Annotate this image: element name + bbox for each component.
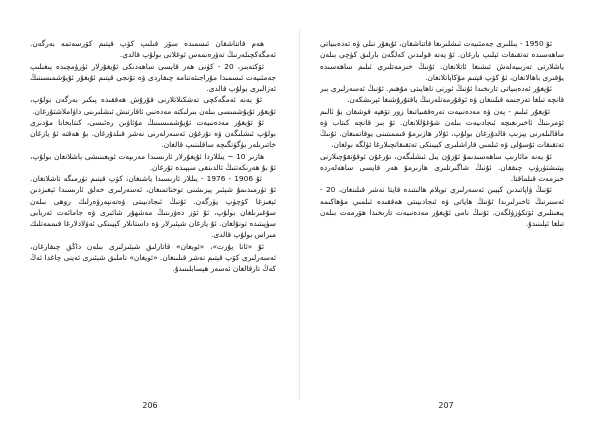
paragraph: ئۇ 1950 - يىللىرى جەمئىيەت ئىشلىرىغا قاتناشقان، ئۇيغۇر تىلى ۋە ئەدەبىياتى ساھەسىدە تەتقىقات ئېلىپ بارغان. ئۇ يەنە قولىدىن كەلگەن بارلىق كۈچى بىلەن ياشلارنى تەربىيەلەش ئىشىغا ئاتلانغان. ئۇنىڭ خىزمەتلىرى ئىلىم ساھەسىدە يۇقىرى باھالانغان، ئۇ كۆپ قېتىم مۇكاپاتلانغان.: [320, 39, 564, 82]
paragraph: ئۇيغۇر ئىلىم - پەن ۋە مەدەنىيەت تەرەققىياتىغا زور تۆھپە قوشقان بۇ ئالىم ئۆمرىنىڭ ئاخىرىغىچە ئىجادىيەت بىلەن شۇغۇللانغان. ئۇ بىر قانچە كىتاب ۋە ماقالىلەرنى يېزىپ قالدۇرغان بولۇپ، ئۇلار ھازىرمۇ قىممىتىنى يوقاتمىغان. ئۇنىڭ تەتقىقات ئۇسۇلى ۋە ئىلمىي قاراشلىرى كېيىنكى تەتقىقاتچىلارغا ئۈلگە بولغان.: [320, 106, 564, 150]
paragraph: ھەم قاتناشقان ئىسمىدە سۆز قىلىپ كۆپ قېتىم كۆرسەتمە بەرگەن. ئەمگەكچىلەرنىڭ تەۋرەنمەس ئوغلانى بولۇپ قالدى.: [30, 39, 276, 60]
right-page-body: [320, 38, 564, 390]
left-page-body: [30, 38, 276, 390]
paragraph: ئۇ 1906 - 1976 - يىللار ئارىسىدا ياشىغان، كۆپ قېتىم تۈرمىگە تاشلانغان. ئۇ تۈرمىدىمۇ شېئىر يېزىشنى توختاتمىغان، ئەسەرلىرى خەلق ئارىسىدا ئېغىزدىن ئېغىزغا كۆچۈپ يۈرگەن. ئۇنىڭ ئىجادىيىتى ۋەتەنپەرۋەرلىك روھى بىلەن سۇغىرىلغان بولۇپ، ئۇ ئۆز دەۋرىنىڭ مەشھۇر شائىرى ۋە جامائەت ئەربابى سۈپىتىدە تونۇلغان. ئۇ يازغان شېئىرلار ۋە داستانلار كېيىنكى ئەۋلادلارغا قىممەتلىك مىراس بولۇپ قالدى.: [30, 174, 276, 240]
right-page: [300, 0, 600, 424]
paragraph: ئۇ ئۇيغۇر مەدەنىيەت ئۇيۇشمىسىنىڭ مۇئاۋىن رەئىسى، كىتابخانا مۇدىرى بولۇپ ئىشلىگەن ۋە نۇرغۇن ئەسەرلەرنى نەشر قىلدۇرغان. بۇ ھەقتە ئۇ يازغان خاتىرىلەر بۈگۈنگىچە ساقلىنىپ قالغان.: [30, 117, 276, 150]
paragraph: ھازىر 10 ~ يىللاردا ئۇيغۇرلار ئارىسىدا مەرىپەت ئويغىنىشى باشلانغان بولۇپ، ئۇ بۇ ھەرىكەتنىڭ ئالدىنقى سېپىدە تۇرغان.: [30, 151, 276, 172]
paragraph: ئۇنىڭ ۋاپاتىدىن كېيىن ئەسەرلىرى توپلام ھالىتىدە قايتا نەشر قىلىنغان، 20 - ئەسىرنىڭ ئاخىرلىرىدا ئۇنىڭ ھاياتى ۋە ئىجادىيىتى ھەققىدە ئىلمىي مۇھاكىمە يىغىنلىرى ئۆتكۈزۈلگەن. ئۇنىڭ نامى ئۇيغۇر مەدەنىيەت تارىخىدا ھۆرمەت بىلەن تىلغا ئېلىنىدۇ.: [320, 185, 564, 228]
paragraph: ئۆكتەبىر، 20 - كۈنى ھەر قايسى ساھەدىكى ئۇيغۇرلار ئۈرۈمچىدە يىغىلىپ جەمئىيەت ئىسمىدا مۇراجىئەتنامە چىقاردى ۋە تۇنجى قېتىم ئۇيغۇر ئۇيۇشمىسىنىڭ ئەزالىرى بولۇپ قالدى.: [30, 61, 276, 93]
paragraph: ئۇيغۇر ئەدەبىياتى تارىخىدا ئۇنىڭ ئورنى ناھايىتى مۇھىم. ئۇنىڭ ئەسەرلىرى بىر قانچە تىلغا تەرجىمە قىلىنغان ۋە ئوقۇرمەنلەرنىڭ ياقتۇرۇشىغا ئېرىشكەن.: [320, 84, 564, 105]
page-number-right: 207: [438, 401, 454, 410]
page-number-left: 206: [142, 401, 158, 410]
paragraph: ئۇ يەنە ئەمگەكچى تەشكىلاتلارنى قۇرۇش ھەققىدە پىكىر بەرگەن بولۇپ، ئۇيغۇر ئۇيۇشمىسى بىلەن بىرلىكتە مەدەنىي ئاقارتىش ئىشلىرىنى داۋاملاشتۇرغان.: [30, 95, 276, 116]
paragraph: ئۇ «ئانا يۇرت»، «ئويغان» قاتارلىق شېئىرلىرى بىلەن داڭق چىقارغان، ئەسەرلىرى كۆپ قېتىم نەشر قىلىنغان. «ئويغان» ناملىق شېئىرى ئەينى چاغدا ئەڭ كەڭ تارقالغان ئەسەر ھېسابلىنىدۇ.: [30, 241, 276, 273]
paragraph: ئۇ يەنە مائارىپ ساھەسىدىمۇ ئۇزۇن يىل ئىشلىگەن، نۇرغۇن ئوقۇتقۇچىلارنى يېتىشتۈرۈپ چىققان. ئۇنىڭ شاگىرتلىرى ھازىرمۇ ھەر قايسى ساھەلەردە خىزمەت قىلماقتا.: [320, 151, 564, 183]
